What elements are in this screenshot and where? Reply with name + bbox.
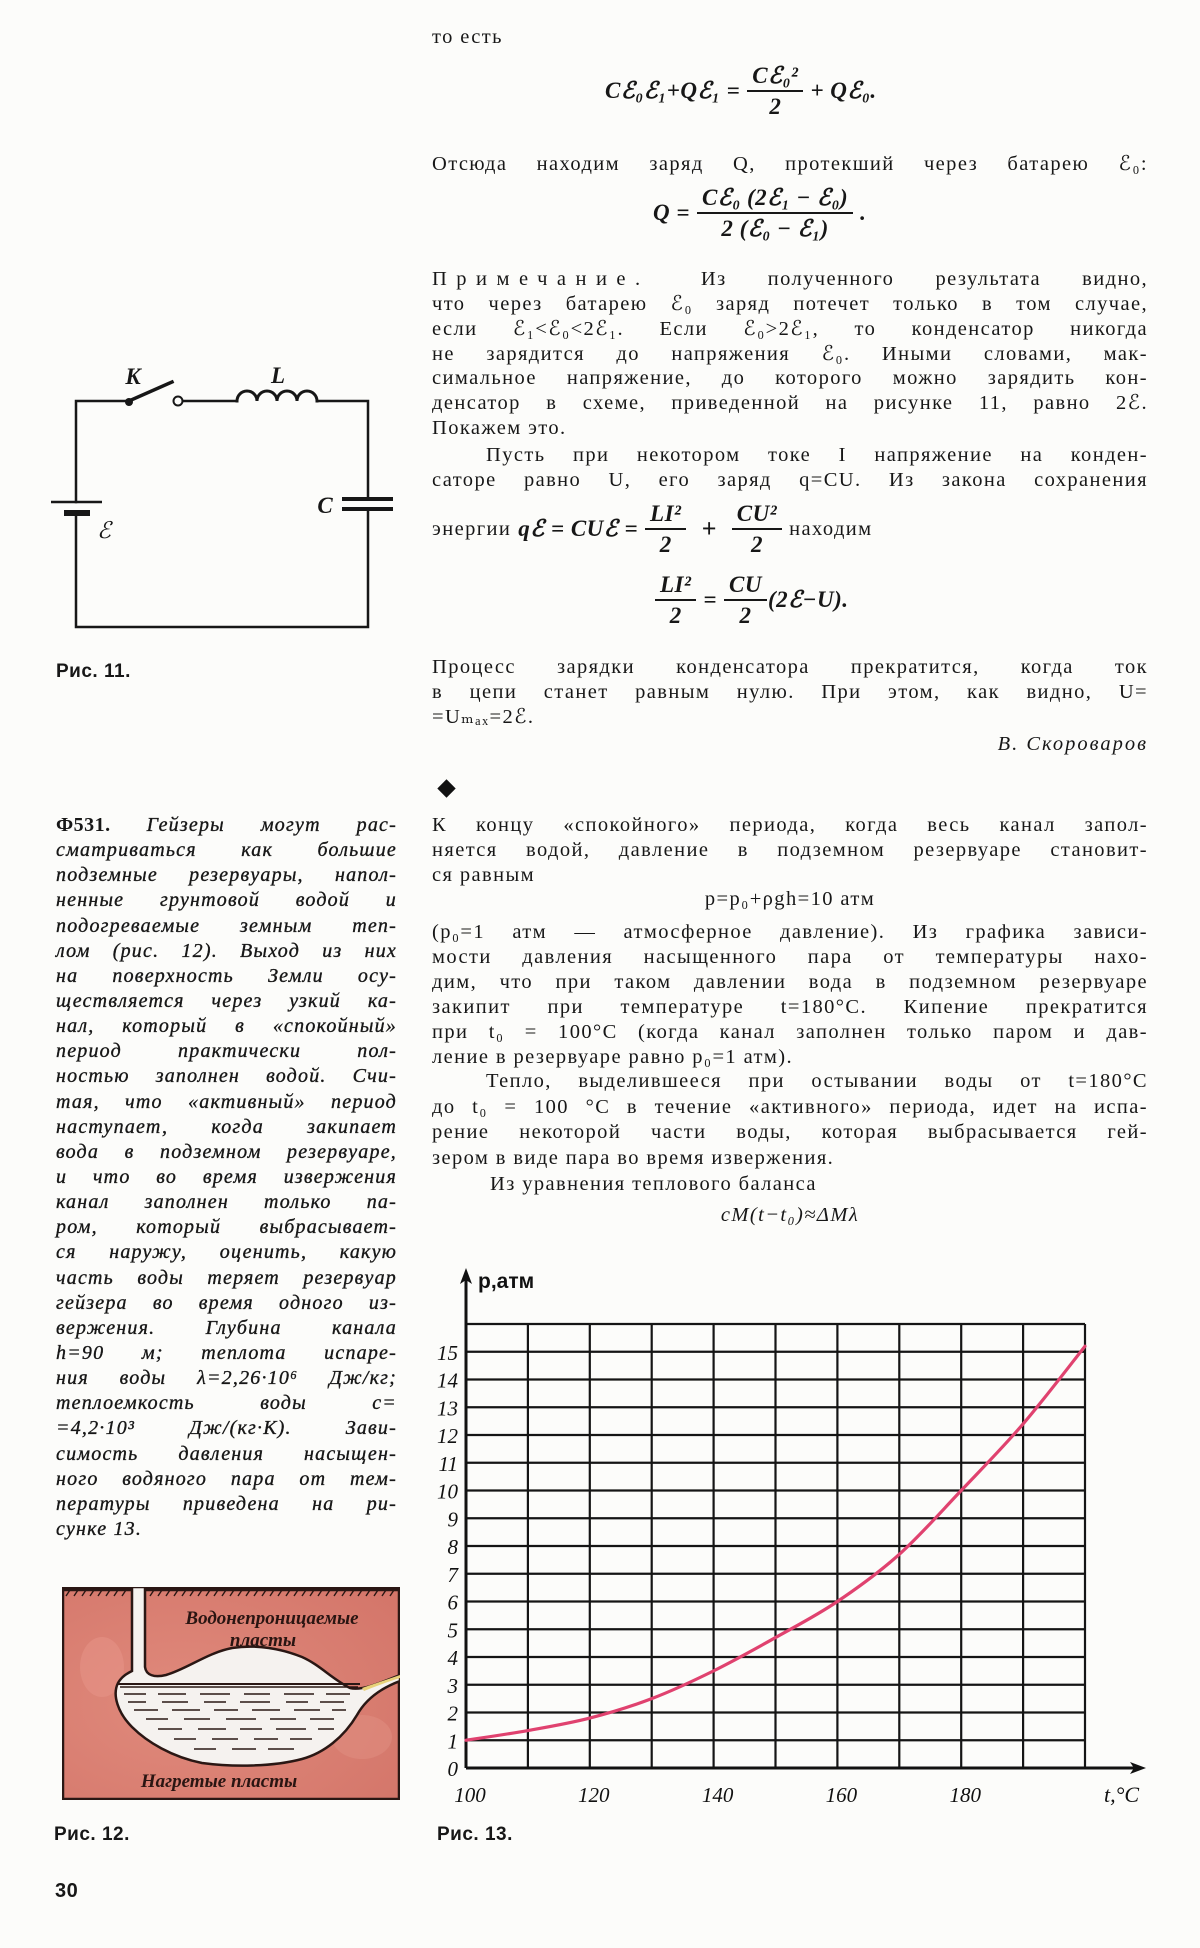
solution-line: зером в виде пара во время извержения. xyxy=(432,1146,835,1169)
energy-fraction-inductor xyxy=(645,500,686,558)
problem-line: теплоемкость воды c= xyxy=(56,1392,397,1415)
problem-line: наступает, когда закипает xyxy=(56,1115,397,1138)
note-label: Примечание. xyxy=(432,268,650,290)
solution-line: закипит при температуре t=180°C. Кипение прекратится xyxy=(432,996,1148,1018)
solution-line: ся равным xyxy=(432,864,535,886)
problem-line: гейзера во время одного из- xyxy=(56,1291,397,1314)
proof-line: Пусть при некотором токе I напряжение на конден- xyxy=(486,444,1148,466)
problem-line-text: Гейзеры могут рас- xyxy=(146,814,397,836)
pressure-temperature-chart xyxy=(420,1260,1160,1820)
author-signature: В. Скороваров xyxy=(997,733,1148,755)
switch-label: K xyxy=(125,364,141,389)
eq-q-fraction xyxy=(697,184,853,242)
heated-layers-label: Нагретые пласты xyxy=(140,1771,298,1792)
eq1-numerator: Cℰ₀² xyxy=(747,62,803,92)
inductor-label: L xyxy=(270,363,286,388)
note-line: денсатор в схеме, приведенной на рисунке 11, равно 2ℰ. xyxy=(432,392,1148,415)
solution-line: мости давления насыщенного пара от температуры нахо- xyxy=(432,946,1148,968)
eq-q-numerator: Cℰ₀ (2ℰ₁ − ℰ₀) xyxy=(697,184,853,214)
energy-plus: + xyxy=(701,514,717,543)
problem-line: ненные грунтовой водой и xyxy=(56,889,397,912)
circuit-diagram xyxy=(40,360,410,650)
conclusion-line: в цепи станет равным нулю. При этом, как видно, U= xyxy=(432,681,1148,703)
geyser-cross-section-figure xyxy=(62,1587,400,1800)
energy-f2-denominator: 2 xyxy=(750,532,763,557)
problem-line xyxy=(56,813,397,838)
y-tick-label: 10 xyxy=(437,1479,458,1504)
equation-energy-balance xyxy=(605,62,877,120)
problem-line: вода в подземном резервуаре, xyxy=(56,1140,397,1163)
problem-line: часть воды теряет резервуар xyxy=(56,1266,397,1289)
equation-charge-q xyxy=(653,184,866,242)
eq1-fraction xyxy=(747,62,803,120)
solution-line: К концу «спокойного» периода, когда весь канал запол- xyxy=(432,814,1148,836)
problem-line: сматриваться как большие xyxy=(56,839,397,862)
equation-heat-balance: cM(t−t₀)≈ΔMλ xyxy=(720,1204,860,1226)
solution-line: до t₀ = 100 °C в течение «активного» периода, идет на испа- xyxy=(432,1095,1148,1118)
solution-line: ление в резервуаре равно p₀=1 атм). xyxy=(432,1046,794,1068)
problem-line: ром, который выбрасывает- xyxy=(56,1216,397,1239)
problem-line: h=90 м; теплота испаре- xyxy=(56,1341,397,1364)
y-tick-label: 3 xyxy=(447,1673,458,1698)
problem-line: симость давления насыщен- xyxy=(56,1442,397,1465)
wire-bottom xyxy=(76,509,368,627)
eq3-fraction-right xyxy=(724,571,767,629)
eq3-fraction-left xyxy=(655,571,696,629)
problem-line: канал заполнен только па- xyxy=(56,1191,397,1214)
x-tick-label: 140 xyxy=(701,1783,734,1807)
y-tick-label: 15 xyxy=(437,1340,458,1365)
y-tick-label: 11 xyxy=(438,1451,458,1476)
problem-line: тая, что «активный» период xyxy=(56,1090,397,1113)
impermeable-layers-label-2: пласты xyxy=(229,1630,297,1651)
problem-line: пературы приведена на ри- xyxy=(56,1492,397,1515)
problem-f531 xyxy=(56,813,397,1542)
conclusion-line: =Uₘₐₓ=2ℰ. xyxy=(432,706,535,728)
problem-line: вержения. Глубина канала xyxy=(56,1316,397,1339)
problem-line: на поверхность Земли осу- xyxy=(56,964,397,987)
proof-paragraph xyxy=(432,443,1148,493)
problem-line: подогреваемые земным теп- xyxy=(56,914,397,937)
solution-line: при t₀ = 100°C (когда канал заполнен только паром и дав- xyxy=(432,1021,1148,1043)
equation-reservoir-pressure: p=p₀+ρgh=10 атм xyxy=(704,888,876,910)
note-line-text: Из полученного результата видно, xyxy=(700,268,1148,290)
y-tick-label: 13 xyxy=(437,1396,458,1421)
note-line xyxy=(432,267,1148,292)
eq3-f2-denominator: 2 xyxy=(739,603,752,628)
x-tick-label: 100 xyxy=(454,1783,486,1807)
energy-expression: qℰ = CUℰ = xyxy=(518,516,639,541)
problem-line: период практически пол- xyxy=(56,1040,397,1063)
y-tick-label: 2 xyxy=(447,1701,458,1726)
solution-paragraph-3 xyxy=(432,1069,1148,1171)
eq3-f1-denominator: 2 xyxy=(669,603,682,628)
x-axis-label: t,°C xyxy=(1104,1782,1140,1807)
solution-line: Тепло, выделившееся при остывании воды от t=180°C xyxy=(486,1070,1148,1092)
conclusion-line: Процесс зарядки конденсатора прекратится, когда ток xyxy=(432,656,1148,678)
solution-paragraph-4: Из уравнения теплового баланса xyxy=(490,1173,817,1195)
eq3-equals: = xyxy=(703,587,718,612)
y-tick-label: 7 xyxy=(447,1562,458,1587)
energy-suffix: находим xyxy=(789,517,873,540)
figure-11-caption: Рис. 11. xyxy=(56,661,131,682)
wire-left-top xyxy=(76,401,129,502)
eq-q-rhs: . xyxy=(860,200,867,225)
problem-line: ния воды λ=2,26·10⁶ Дж/кг; xyxy=(56,1367,397,1390)
solution-line: дим, что при таком давлении вода в подземном резервуаре xyxy=(432,971,1148,993)
note-line: если ℰ₁<ℰ₀<2ℰ₁. Если ℰ₀>2ℰ₁, то конденсатор никогда xyxy=(432,317,1148,340)
switch-k-terminal xyxy=(174,397,183,406)
solution-paragraph-2 xyxy=(432,920,1148,1070)
note-line: симальное напряжение, до которого можно зарядить кон- xyxy=(432,367,1148,390)
proof-line: саторе равно U, его заряд q=CU. Из закона сохранения xyxy=(432,469,1148,491)
equation-result xyxy=(655,571,849,629)
energy-fraction-capacitor xyxy=(732,500,782,558)
problem-line: ществляется через узкий ка- xyxy=(56,989,397,1012)
problem-line: и что во время извержения xyxy=(56,1165,397,1188)
x-tick-label: 180 xyxy=(949,1783,981,1807)
wire-inductor-capacitor xyxy=(317,401,368,499)
y-tick-label: 5 xyxy=(447,1618,458,1643)
problem-line: ного водяного пара от тем- xyxy=(56,1467,397,1490)
y-axis-label: p,атм xyxy=(478,1270,535,1293)
problem-line: подземные резервуары, напол- xyxy=(56,864,397,887)
problem-line: нал, который в «спокойный» xyxy=(56,1015,397,1038)
problem-line: =4,2·10³ Дж/(кг·К). Зави- xyxy=(56,1417,397,1440)
y-tick-label: 14 xyxy=(437,1368,458,1393)
solution-line: (p₀=1 атм — атмосферное давление). Из графика зависи- xyxy=(432,921,1148,943)
energy-f2-numerator: CU² xyxy=(732,500,782,530)
eq1-denominator: 2 xyxy=(769,94,782,119)
problem-number: Ф531. xyxy=(56,814,111,836)
note-line: Покажем это. xyxy=(432,417,567,440)
impermeable-layers-label: Водонепроницаемые xyxy=(185,1608,359,1629)
equation-energy-conservation xyxy=(432,500,873,558)
y-tick-label: 6 xyxy=(447,1590,458,1615)
solution-line: няется водой, давление в подземном резервуаре становит- xyxy=(432,839,1148,861)
eq3-rhs: (2ℰ−U). xyxy=(767,587,849,612)
eq3-f2-numerator: CU xyxy=(724,571,767,601)
eq3-f1-numerator: LI² xyxy=(655,571,696,601)
eq1-rhs: + Qℰ₀. xyxy=(810,78,877,103)
y-tick-label: 1 xyxy=(447,1729,458,1754)
inductor-l-coil xyxy=(237,391,317,401)
chart-grid xyxy=(466,1324,1085,1768)
energy-word: энергии xyxy=(432,517,512,540)
y-tick-label: 12 xyxy=(437,1424,458,1448)
eq1-lhs: Cℰ₀ℰ₁+Qℰ₁ = xyxy=(605,78,741,103)
solution-line: рение некоторой части воды, которая выбрасывается гей- xyxy=(432,1121,1148,1144)
problem-line: лом (рис. 12). Выход из них xyxy=(56,939,397,962)
eq-q-denominator: 2 (ℰ₀ − ℰ₁) xyxy=(721,216,829,241)
x-tick-label: 160 xyxy=(825,1783,858,1807)
find-charge-text: Отсюда находим заряд Q, протекший через батарею ℰ₀: xyxy=(432,153,1148,175)
note-line: не зарядится до напряжения ℰ₀. Иными словами, мак- xyxy=(432,342,1148,365)
figure-13-caption: Рис. 13. xyxy=(437,1824,513,1845)
y-tick-label: 9 xyxy=(447,1507,458,1532)
energy-f1-denominator: 2 xyxy=(659,532,672,557)
energy-f1-numerator: LI² xyxy=(645,500,686,530)
y-tick-label: 4 xyxy=(447,1646,458,1670)
switch-k-pivot xyxy=(125,398,133,406)
problem-line: ся наружу, оценить, какую xyxy=(56,1241,397,1264)
page-number: 30 xyxy=(55,1880,79,1902)
y-tick-label: 0 xyxy=(447,1757,458,1781)
section-separator-diamond-icon xyxy=(437,779,455,797)
solution-paragraph-1 xyxy=(432,813,1148,888)
emf-label: ℰ xyxy=(97,518,111,543)
conclusion-paragraph xyxy=(432,655,1148,730)
x-tick-label: 120 xyxy=(578,1783,610,1807)
capacitor-label: C xyxy=(317,493,333,518)
note-paragraph xyxy=(432,267,1148,441)
note-line: что через батарею ℰ₀ заряд потечет только в том случае, xyxy=(432,292,1148,315)
y-tick-label: 8 xyxy=(447,1535,458,1559)
figure-12-caption: Рис. 12. xyxy=(54,1824,130,1845)
problem-line: сунке 13. xyxy=(56,1517,143,1540)
intro-text: то есть xyxy=(432,26,503,48)
eq-q-lhs: Q = xyxy=(653,200,690,225)
problem-line: ностью заполнен водой. Счи- xyxy=(56,1065,397,1088)
